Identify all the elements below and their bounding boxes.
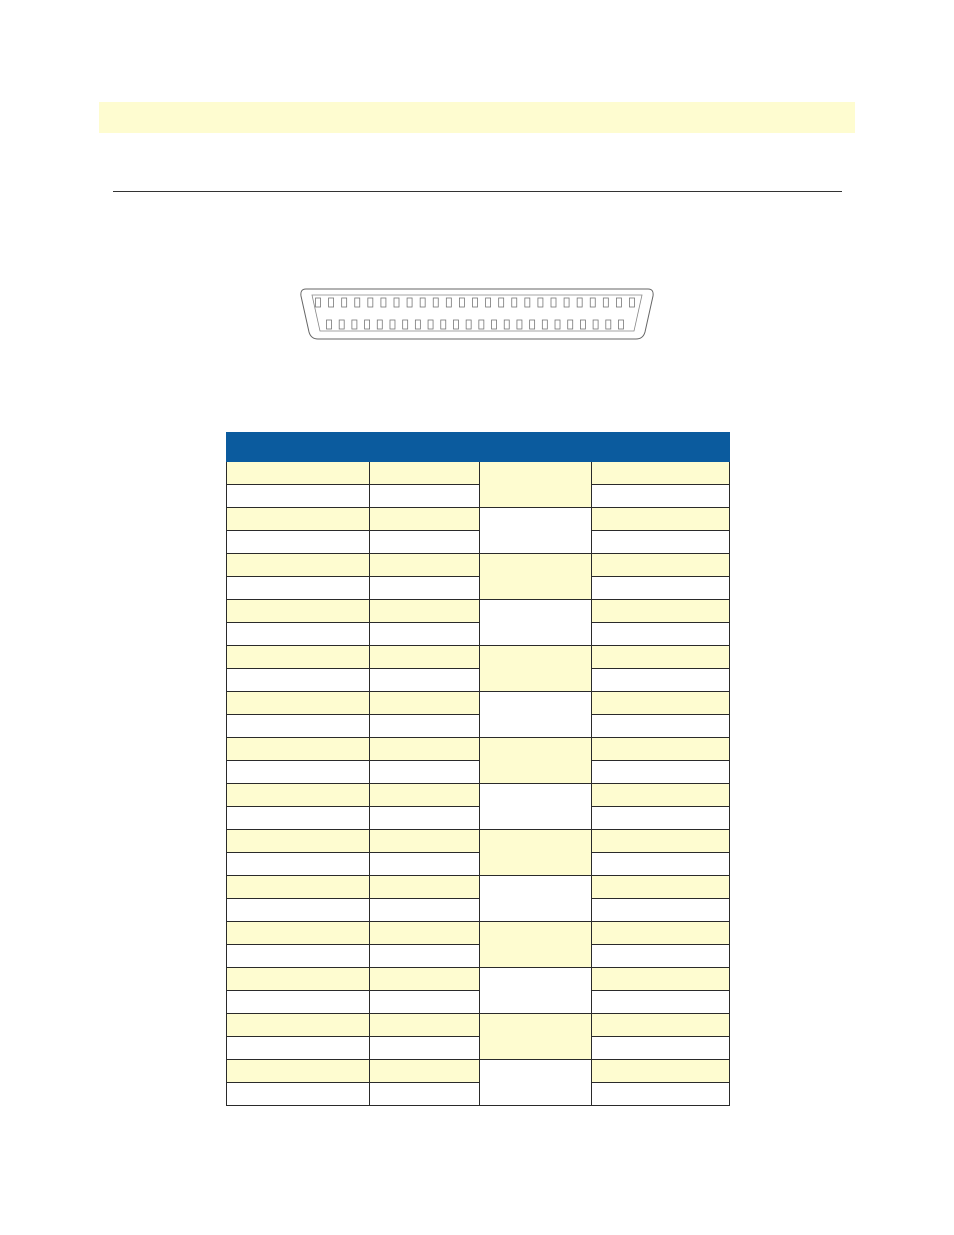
table-row (227, 554, 730, 577)
connector-pin (327, 320, 332, 329)
connector-pin (538, 298, 543, 307)
connector-pin (381, 298, 386, 307)
connector-pin (551, 298, 556, 307)
connector-pin (630, 298, 635, 307)
table-cell (370, 899, 480, 922)
table-row (227, 508, 730, 531)
connector-pin (616, 298, 621, 307)
group-cell (480, 508, 592, 554)
table-row (227, 1060, 730, 1083)
group-cell (480, 922, 592, 968)
table-cell (592, 508, 730, 531)
table-cell (227, 669, 370, 692)
table-cell (370, 1060, 480, 1083)
table-row (227, 1083, 730, 1106)
connector-pin (486, 298, 491, 307)
header-band (99, 102, 855, 133)
connector-pin (492, 320, 497, 329)
column-header (370, 433, 480, 462)
connector-pin (342, 298, 347, 307)
connector-pin (517, 320, 522, 329)
table-cell (227, 646, 370, 669)
connector-pin (504, 320, 509, 329)
table-cell (592, 462, 730, 485)
connector-pin (542, 320, 547, 329)
table-cell (227, 761, 370, 784)
table-cell (592, 1083, 730, 1106)
connector-pin (394, 298, 399, 307)
connector-pin (441, 320, 446, 329)
connector-pin (407, 298, 412, 307)
table-row (227, 830, 730, 853)
connector-pin (568, 320, 573, 329)
group-cell (480, 646, 592, 692)
table-cell (370, 508, 480, 531)
connector-pin (339, 320, 344, 329)
group-cell (480, 1060, 592, 1106)
connector-pin (525, 298, 530, 307)
table-cell (227, 991, 370, 1014)
connector-pin (329, 298, 334, 307)
table-cell (370, 692, 480, 715)
table-row (227, 899, 730, 922)
table-cell (592, 669, 730, 692)
table-row (227, 807, 730, 830)
connector-pin (577, 298, 582, 307)
table-cell (592, 577, 730, 600)
table-row (227, 876, 730, 899)
group-cell (480, 738, 592, 784)
connector-pin (365, 320, 370, 329)
table-row (227, 968, 730, 991)
table-cell (592, 807, 730, 830)
table-cell (227, 1014, 370, 1037)
table-cell (370, 945, 480, 968)
connector-pin (564, 298, 569, 307)
connector-pin (499, 298, 504, 307)
table-row (227, 1037, 730, 1060)
table-cell (592, 853, 730, 876)
table-cell (592, 715, 730, 738)
connector-pin (619, 320, 624, 329)
group-cell (480, 692, 592, 738)
connector-pin (512, 298, 517, 307)
table-cell (370, 462, 480, 485)
centronics-connector-icon (298, 286, 656, 342)
table-cell (592, 991, 730, 1014)
table-cell (227, 1060, 370, 1083)
connector-pin (316, 298, 321, 307)
table-cell (227, 623, 370, 646)
table-cell (227, 692, 370, 715)
table-cell (227, 922, 370, 945)
table-cell (370, 876, 480, 899)
connector-pin (606, 320, 611, 329)
table-cell (370, 485, 480, 508)
table-cell (227, 600, 370, 623)
table-cell (227, 807, 370, 830)
table-cell (592, 1037, 730, 1060)
table-cell (370, 669, 480, 692)
table-cell (592, 738, 730, 761)
table-row (227, 945, 730, 968)
group-cell (480, 968, 592, 1014)
table-row (227, 922, 730, 945)
table-cell (592, 623, 730, 646)
connector-pin (593, 320, 598, 329)
column-header (227, 433, 370, 462)
connector-pin (453, 320, 458, 329)
connector-pin (420, 298, 425, 307)
table-cell (227, 738, 370, 761)
table-cell (370, 1083, 480, 1106)
table-cell (370, 623, 480, 646)
table-row (227, 761, 730, 784)
table-row (227, 600, 730, 623)
table-row (227, 577, 730, 600)
table-cell (592, 876, 730, 899)
group-cell (480, 462, 592, 508)
table-row (227, 623, 730, 646)
connector-pin (473, 298, 478, 307)
table-cell (227, 508, 370, 531)
table-cell (227, 968, 370, 991)
table-cell (227, 485, 370, 508)
connector-pin (459, 298, 464, 307)
connector-pin (590, 298, 595, 307)
table-cell (592, 922, 730, 945)
table-row (227, 531, 730, 554)
table-row (227, 784, 730, 807)
table-cell (227, 853, 370, 876)
table-row (227, 462, 730, 485)
table-cell (592, 1060, 730, 1083)
pinout-table (226, 432, 730, 1106)
connector-pin (530, 320, 535, 329)
table-cell (592, 945, 730, 968)
connector-pin (603, 298, 608, 307)
table-row (227, 646, 730, 669)
table-cell (227, 899, 370, 922)
table-cell (370, 1014, 480, 1037)
section-rule (113, 191, 842, 192)
table-cell (592, 646, 730, 669)
group-cell (480, 784, 592, 830)
table-cell (370, 830, 480, 853)
column-header (592, 433, 730, 462)
table-cell (370, 646, 480, 669)
table-cell (370, 807, 480, 830)
table-row (227, 692, 730, 715)
table-cell (370, 1037, 480, 1060)
table-cell (227, 830, 370, 853)
table-cell (227, 554, 370, 577)
table-cell (592, 554, 730, 577)
table-cell (592, 692, 730, 715)
table-cell (592, 531, 730, 554)
connector-pin (433, 298, 438, 307)
table-header-row (227, 433, 730, 462)
group-cell (480, 830, 592, 876)
group-cell (480, 1014, 592, 1060)
connector-pin (415, 320, 420, 329)
table-cell (227, 462, 370, 485)
table-cell (370, 715, 480, 738)
table-cell (227, 1083, 370, 1106)
table-cell (370, 738, 480, 761)
connector-pin (466, 320, 471, 329)
connector-pin (403, 320, 408, 329)
table-cell (227, 784, 370, 807)
table-row (227, 715, 730, 738)
connector-pin (428, 320, 433, 329)
connector-pin (390, 320, 395, 329)
connector-pin (479, 320, 484, 329)
table-cell (592, 784, 730, 807)
table-cell (592, 968, 730, 991)
table-cell (592, 830, 730, 853)
table-cell (370, 761, 480, 784)
group-cell (480, 554, 592, 600)
table-cell (370, 784, 480, 807)
table-cell (370, 531, 480, 554)
table-cell (370, 853, 480, 876)
connector-pin (368, 298, 373, 307)
table-cell (370, 968, 480, 991)
table-cell (592, 485, 730, 508)
connector-pin (355, 298, 360, 307)
column-header (480, 433, 592, 462)
table-cell (592, 899, 730, 922)
table-cell (227, 577, 370, 600)
table-row (227, 853, 730, 876)
table-row (227, 485, 730, 508)
table-cell (370, 991, 480, 1014)
table-cell (592, 1014, 730, 1037)
table-cell (227, 531, 370, 554)
group-cell (480, 876, 592, 922)
table-cell (370, 577, 480, 600)
table-cell (227, 945, 370, 968)
table-row (227, 738, 730, 761)
connector-pin (377, 320, 382, 329)
connector-pin (446, 298, 451, 307)
connector-pin (555, 320, 560, 329)
table-row (227, 1014, 730, 1037)
connector-pin (580, 320, 585, 329)
table-cell (592, 600, 730, 623)
table-row (227, 669, 730, 692)
table-cell (227, 876, 370, 899)
table-cell (227, 1037, 370, 1060)
table-row (227, 991, 730, 1014)
table-cell (227, 715, 370, 738)
table-cell (370, 554, 480, 577)
connector-pin (352, 320, 357, 329)
table-cell (370, 922, 480, 945)
table-cell (370, 600, 480, 623)
table-cell (592, 761, 730, 784)
group-cell (480, 600, 592, 646)
